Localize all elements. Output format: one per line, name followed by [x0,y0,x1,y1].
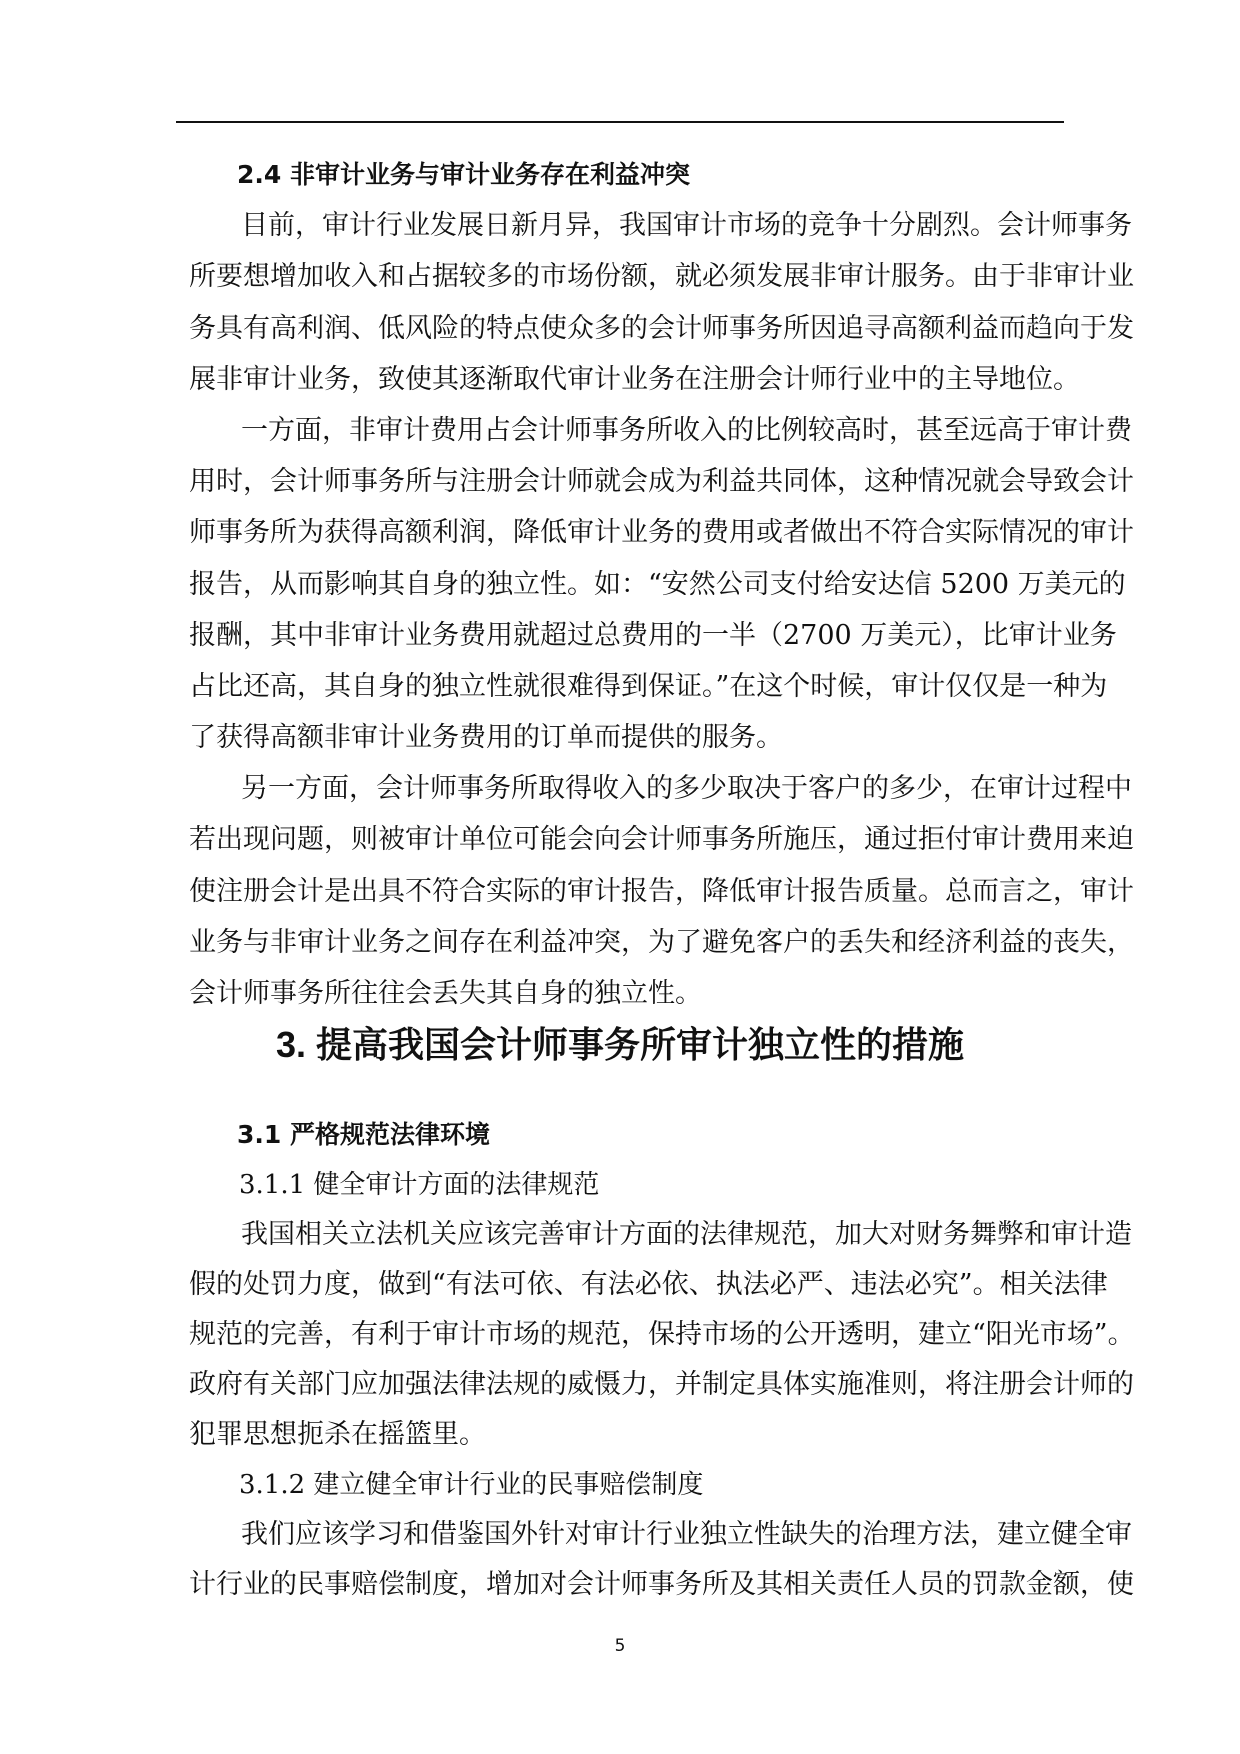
subsection-heading: 3.1.1 健全审计方面的法律规范 [239,1170,600,1200]
paragraph-line: 一方面，非审计费用占会计师事务所收入的比例较高时，甚至远高于审计费 [241,414,1132,446]
section-2-4 [189,149,1134,1019]
paragraph-line: 了获得高额非审计业务费用的订单而提供的服务。 [189,722,783,754]
chapter-title: 3. 提高我国会计师事务所审计独立性的措施 [275,1024,965,1065]
section-3-1 [189,1110,1135,1610]
paragraph-line: 师事务所为获得高额利润，降低审计业务的费用或者做出不符合实际情况的审计 [189,517,1134,549]
paragraph-line: 另一方面，会计师事务所取得收入的多少取决于客户的多少，在审计过程中 [241,773,1132,805]
subsection-heading: 3.1.2 建立健全审计行业的民事赔偿制度 [239,1470,704,1500]
paragraph-line: 政府有关部门应加强法律法规的威慑力，并制定具体实施准则，将注册会计师的 [189,1369,1134,1400]
paragraph-line: 报告，从而影响其自身的独立性。如：“安然公司支付给安达信 5200 万美元的 [189,568,1126,600]
section-heading: 2.4 非审计业务与审计业务存在利益冲突 [237,160,690,189]
paragraph-line: 使注册会计是出具不符合实际的审计报告，降低审计报告质量。总而言之，审计 [189,875,1134,907]
paragraph-line: 计行业的民事赔偿制度，增加对会计师事务所及其相关责任人员的罚款金额，使 [189,1569,1134,1600]
paragraph-line: 犯罪思想扼杀在摇篮里。 [189,1419,486,1450]
paragraph-line: 所要想增加收入和占据较多的市场份额，就必须发展非审计服务。由于非审计业 [189,261,1134,293]
section-heading: 3.1 严格规范法律环境 [237,1120,490,1149]
paragraph-line: 我们应该学习和借鉴国外针对审计行业独立性缺失的治理方法，建立健全审 [241,1519,1132,1550]
paragraph-line: 我国相关立法机关应该完善审计方面的法律规范，加大对财务舞弊和审计造 [241,1219,1132,1250]
paragraph-line: 规范的完善，有利于审计市场的规范，保持市场的公开透明，建立“阳光市场”。 [189,1319,1135,1350]
paragraph-line: 业务与非审计业务之间存在利益冲突，为了避免客户的丢失和经济利益的丧失， [189,926,1134,958]
paragraph-line: 会计师事务所往往会丢失其自身的独立性。 [189,978,702,1009]
paragraph-line: 用时，会计师事务所与注册会计师就会成为利益共同体，这种情况就会导致会计 [189,466,1134,498]
paragraph-line: 目前，审计行业发展日新月异，我国审计市场的竞争十分剧烈。会计师事务 [241,210,1132,242]
paragraph-line: 假的处罚力度，做到“有法可依、有法必依、执法必严、违法必究”。相关法律 [189,1269,1108,1300]
paragraph-line: 报酬，其中非审计业务费用就超过总费用的一半（2700 万美元），比审计业务 [189,619,1117,651]
paragraph-line: 占比还高，其自身的独立性就很难得到保证。”在这个时候，审计仅仅是一种为 [189,670,1108,702]
paragraph-line: 展非审计业务，致使其逐渐取代审计业务在注册会计师行业中的主导地位。 [189,363,1080,395]
page-number: 5 [614,1636,626,1656]
header-rule [176,121,1064,123]
paragraph-line: 务具有高利润、低风险的特点使众多的会计师事务所因追寻高额利益而趋向于发 [189,312,1134,344]
paragraph-line: 若出现问题，则被审计单位可能会向会计师事务所施压，通过拒付审计费用来迫 [189,824,1134,856]
